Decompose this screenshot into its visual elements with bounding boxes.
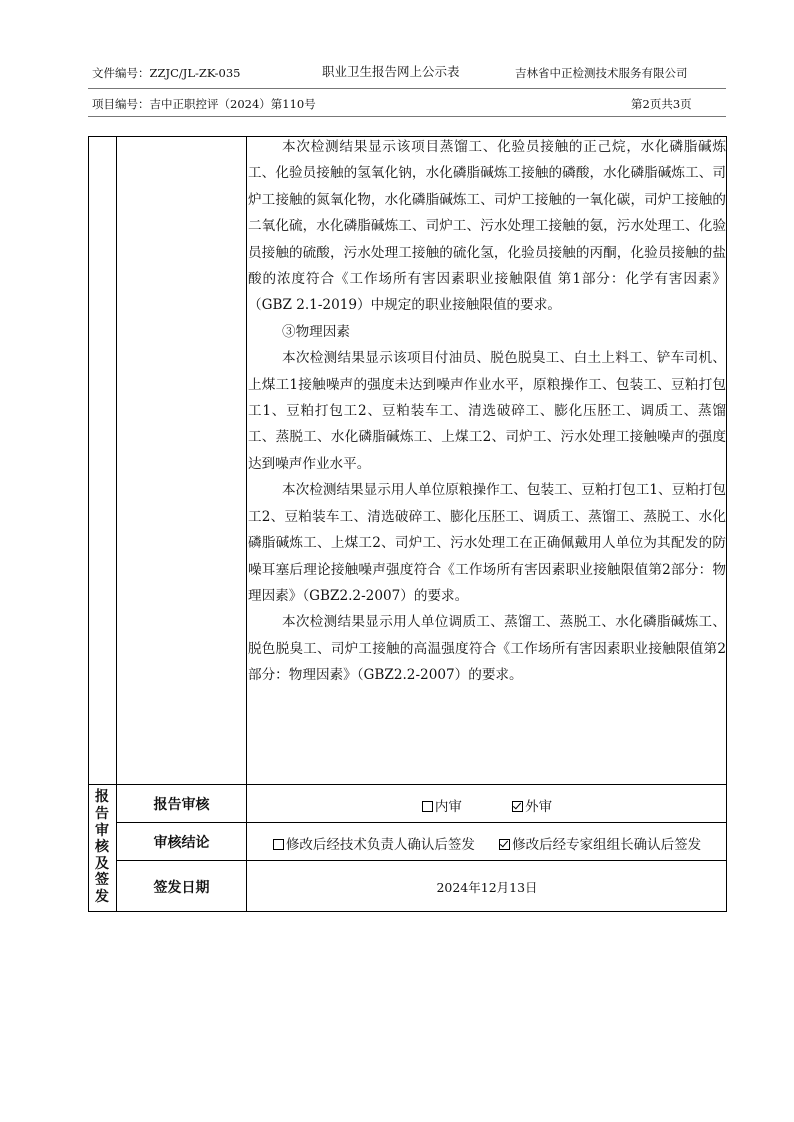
issue-date-value: 2024年12月13日 bbox=[436, 880, 538, 895]
review-label: 报告审核 bbox=[153, 797, 210, 813]
project-number: 项目编号：吉中正职控评（2024）第110号 bbox=[92, 97, 316, 111]
review-options bbox=[247, 795, 727, 815]
external-review-option[interactable]: 外审 bbox=[512, 795, 552, 815]
document-title: 职业卫生报告网上公示表 bbox=[322, 64, 460, 79]
paragraph-noise-results: 本次检测结果显示该项目付油员、脱色脱臭工、白土上料工、铲车司机、上煤工1接触噪声的强度未达到噪声作业水平，原粮操作工、包装工、豆粕打包工1、豆粕打包工2、豆粕装车工、清选破碎工、膨化压胚工、调质工、蒸馏工、蒸脱工、水化磷脂碱炼工、上煤工2、司炉工、污水处理工接触噪声的强度达到噪声作业水平。 bbox=[248, 350, 726, 472]
paragraph-noise-protection: 本次检测结果显示用人单位原粮操作工、包装工、豆粕打包工1、豆粕打包工2、豆粕装车工、清选破碎工、膨化压胚工、调质工、蒸馏工、蒸脱工、水化磷脂碱炼工、上煤工2、司炉工、污水处理工在正确佩戴用人单位为其配发的防噪耳塞后理论接触噪声强度符合《工作场所有害因素职业接触限值第2部分：物理因素》（GBZ2.2-2007）的要求。 bbox=[248, 482, 726, 604]
conclusion-label: 审核结论 bbox=[153, 835, 210, 851]
section-heading-physical-factors: ③物理因素 bbox=[282, 323, 350, 340]
checkbox-empty-icon bbox=[422, 801, 433, 812]
page-indicator: 第2页共3页 bbox=[631, 97, 692, 111]
organization-name: 吉林省中正检测技术服务有限公司 bbox=[515, 66, 688, 80]
review-and-issue-side-label: 报 告 审 核 及 签 发 bbox=[95, 789, 109, 905]
report-body bbox=[248, 134, 726, 689]
paragraph-chemical-results: 本次检测结果显示该项目蒸馏工、化验员接触的正己烷，水化磷脂碱炼工、化验员接触的氢氧化钠，水化磷脂碱炼工接触的磷酸，水化磷脂碱炼工、司炉工接触的氮氧化物，水化磷脂碱炼工、司炉工接触的一氧化碳，司炉工接触的二氧化硫，水化磷脂碱炼工、司炉工、污水处理工接触的氨，污水处理工、化验员接触的硫酸，污水处理工接触的硫化氢，化验员接触的丙酮，化验员接触的盐酸的浓度符合《工作场所有害因素职业接触限值 第1部分：化学有害因素》（GBZ 2.1-2019）中规定的职业接触限值的要求。 bbox=[248, 139, 726, 314]
document-number: 文件编号：ZZJC/JL-ZK-035 bbox=[92, 66, 241, 80]
conclusion-options bbox=[247, 833, 727, 853]
checkbox-checked-icon bbox=[512, 801, 523, 812]
checkbox-checked-icon bbox=[499, 839, 510, 850]
internal-review-option[interactable]: 内审 bbox=[422, 795, 462, 815]
checkbox-empty-icon bbox=[273, 839, 284, 850]
header-divider bbox=[88, 116, 726, 117]
tech-lead-signoff-option[interactable]: 修改后经技术负责人确认后签发 bbox=[273, 833, 475, 853]
issue-date-label: 签发日期 bbox=[153, 880, 210, 896]
header-divider bbox=[88, 88, 726, 89]
paragraph-heat-results: 本次检测结果显示用人单位调质工、蒸馏工、蒸脱工、水化磷脂碱炼工、脱色脱臭工、司炉工接触的高温强度符合《工作场所有害因素职业接触限值第2部分：物理因素》（GBZ2.2-2007）的要求。 bbox=[248, 614, 726, 684]
expert-lead-signoff-option[interactable]: 修改后经专家组组长确认后签发 bbox=[499, 833, 701, 853]
